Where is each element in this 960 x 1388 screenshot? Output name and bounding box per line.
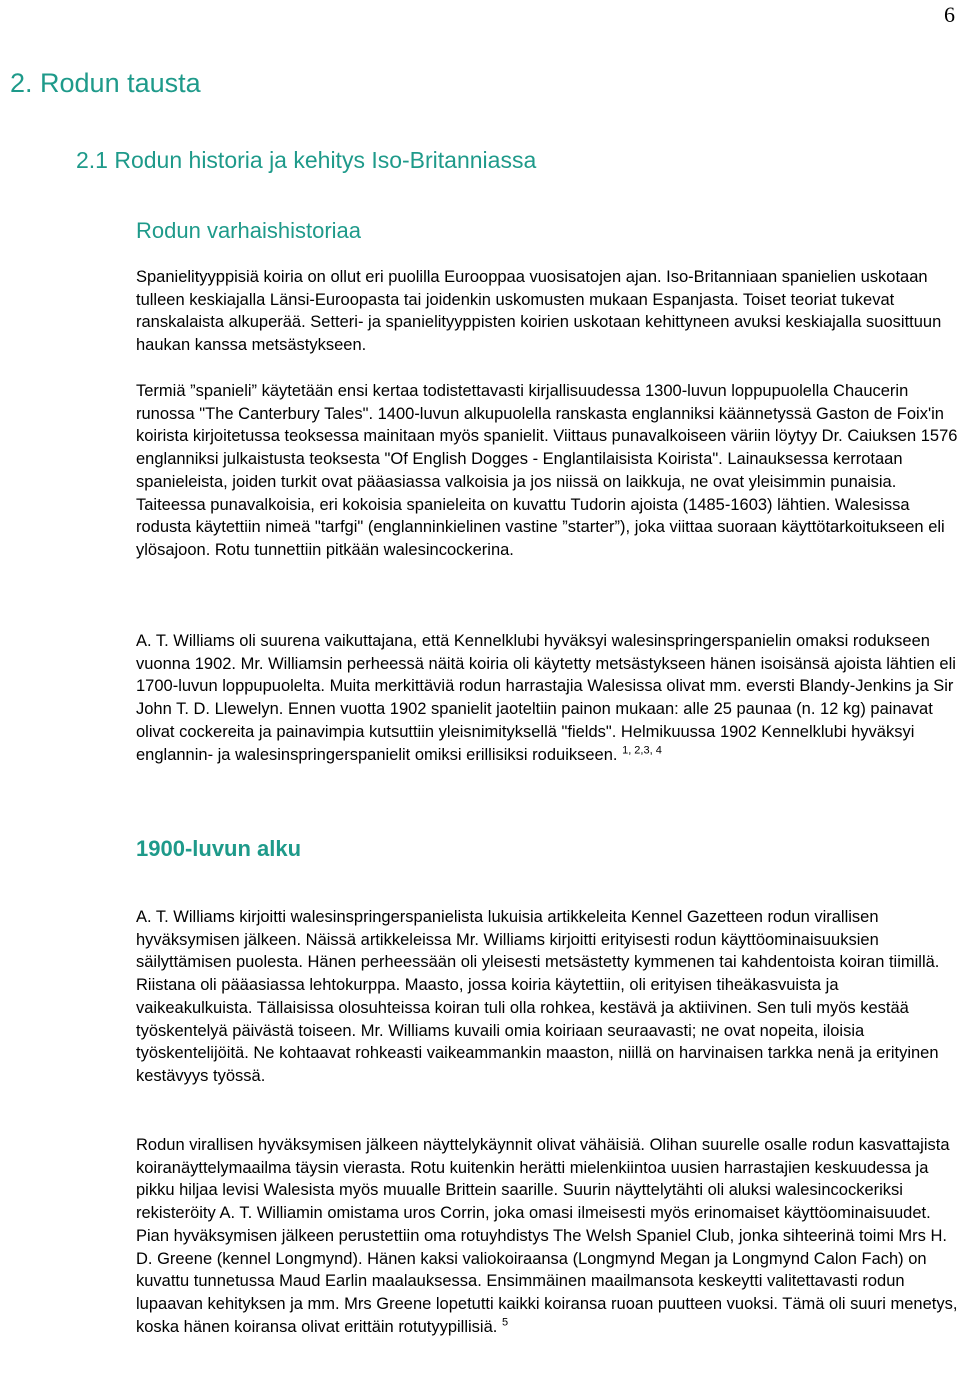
footnote-reference: 5 <box>501 1316 509 1329</box>
page-number: 6 <box>944 2 955 27</box>
paragraph-early-history-2: Termiä ”spanieli” käytetään ensi kertaa todistettavasti kirjallisuudessa 1300-luvun loppupuolella Chaucerin runossa "The Canterbury Tales". 1400-luvun alkupuolella ranskasta englanniksi käännetyssä Gaston de Foix'in koirista kirjoitetussa teoksessa mainitaan myös spanielit. Viittaus punavalkoiseen väriin löytyy Dr. Caiuksen 1576 englanniksi julkaistusta teoksesta "Of English Dogges - Englantilaisista Koirista". Lainauksessa kerrotaan spanieleista, joiden turkit ovat pääasiassa valkoisia ja jos niissä on laikkuja, ne ovat yleisimmin punaisia. Taiteessa punavalkoisia, eri kokoisia spanieleita on kuvattu Tudorin ajoista (1485-1603) lähtien. Walesissa rodusta käytettiin nimeä "tarfgi" (englanninkielinen vastine ”starter”), joka viittaa suoraan käyttötarkoitukseen eli ylösajoon. Rotu tunnettiin pitkään walesincockerina. <box>136 382 958 559</box>
paragraph-text: A. T. Williams oli suurena vaikuttajana, että Kennelklubi hyväksyi walesinspringerspanielin omaksi rodukseen vuonna 1902. Mr. Williamsin perheessä näitä koiria oli käytetty metsästykseen hänen isoisänsä ajoista lähtien eli 1700-luvun loppupuolelta. Muita merkittäviä rodun harrastajia Walesissa olivat mm. eversti Blandy-Jenkins ja Sir John T. D. Llewelyn. Ennen vuotta 1902 spanielit jaoteltiin painon mukaan: alle 25 paunaa (n. 12 kg) painavat olivat cockereita ja painavimpia kutsuttiin yleisnimityksellä "fields". Helmikuussa 1902 Kennelklubi hyväksyi englannin- ja walesinspringerspanielit omiksi erillisiksi roduikseen. <box>136 632 956 764</box>
paragraph-early-history-3 <box>136 630 958 766</box>
paragraph-text: Rodun virallisen hyväksymisen jälkeen näyttelykäynnit olivat vähäisiä. Olihan suurelle osalle rodun kasvattajista koiranäyttelymaailma täysin vierasta. Rotu kuitenkin herätti mielenkiintoa uusien harrastajien keskuudessa ja pikku hiljaa levisi Walesista myös muualle Brittein saarille. Suurin näyttelytähti oli aluksi walesincockeriksi rekisteröity A. T. Williamin omistama uros Corrin, joka omasi ilmeisesti myös erinomaiset käyttöominaisuudet. Pian hyväksymisen jälkeen perustettiin oma rotuyhdistys The Welsh Spaniel Club, jonka sihteerinä toimi Mrs H. D. Greene (kennel Longmynd). Hänen kaksi valiokoiraansa (Longmynd Megan ja Longmynd Calon Fach) on kuvattu tunnetussa Maud Earlin maalauksessa. Ensimmäinen maailmansota keskeytti valitettavasti rodun lupaavan kehityksen ja mm. Mrs Greene lopetutti kaikki koiransa ruoan puutteen vuoksi. Tämä oli suuri menetys, koska hänen koiransa olivat erittäin rotutyypillisiä. <box>136 1136 958 1336</box>
footnote-reference: 1, 2,3, 4 <box>622 744 662 757</box>
paragraph-1900s-1: A. T. Williams kirjoitti walesinspringerspanielista lukuisia artikkeleita Kennel Gazetteen rodun virallisen hyväksymisen jälkeen. Näissä artikkeleissa Mr. Williams kirjoitti erityisesti rodun käyttöominaisuuksien säilyttämisen puolesta. Hänen perheessään oli yleisesti metsästetty kymmenen tai kahdentoista koiran tiimillä. Riistana oli pääasiassa lehtokurppa. Maasto, jossa koiria käytettiin, oli erityisen tiheäkasvuista ja vaikeakulkuista. Tällaisissa olosuhteissa koiran tuli olla rohkea, kestävä ja aktiivinen. Sen tuli myös kestää työskentelyä päivästä toiseen. Mr. Williams kuvaili omia koiriaan seuraavasti; ne ovat nopeita, iloisia työskentelijöitä. Ne kohtaavat rohkeasti vaikeammankin maaston, niillä on harvinaisen tarkka nenä ja erityinen kestävyys työssä. <box>136 908 940 1085</box>
paragraph-early-history-1: Spanielityyppisiä koiria on ollut eri puolilla Eurooppaa vuosisatojen ajan. Iso-Britanniaan spanielien uskotaan tulleen keskiajalla Länsi-Euroopasta tai joidenkin uskomusten mukaan Espanjasta. Toiset teoriat tukevat ranskalaista alkuperää. Setteri- ja spanielityyppisten koirien uskotaan kehittyneen avuksi keskiajalla suosittuun haukan kanssa metsästykseen. <box>136 268 942 355</box>
chapter-heading: 2. Rodun tausta <box>10 68 201 98</box>
subsection-heading-1900s: 1900-luvun alku <box>136 836 302 861</box>
subsection-heading-early-history: Rodun varhaishistoriaa <box>136 218 362 243</box>
paragraph-1900s-2 <box>136 1134 958 1338</box>
section-heading: 2.1 Rodun historia ja kehitys Iso-Britanniassa <box>76 147 537 173</box>
